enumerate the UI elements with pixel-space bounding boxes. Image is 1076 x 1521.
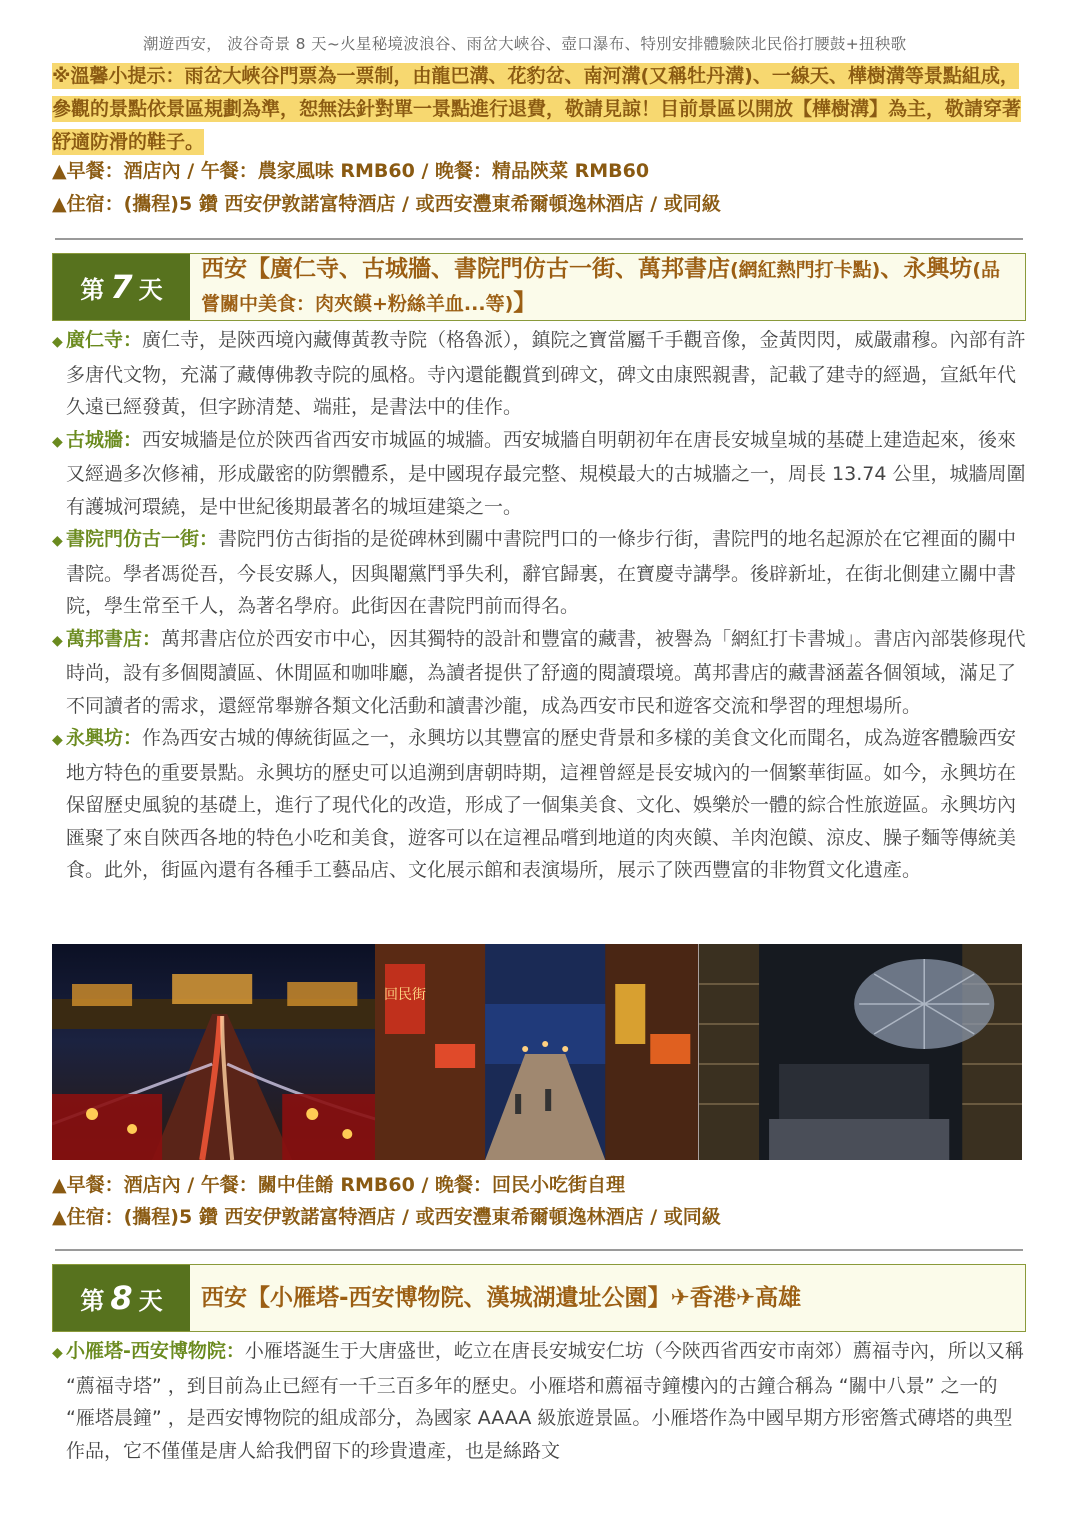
- attraction-item: ◆ 永興坊：作為西安古城的傳統街區之一，永興坊以其豐富的歷史背景和多樣的美食文化而聞名，成為遊客體驗西安地方特色的重要景點。永興坊的歷史可以追溯到唐朝時期，這裡曾經是長安城內的一個繁華街區。如今，永興坊在保留歷史風貌的基礎上，進行了現代化的改造，形成了一個集美食、文化、娛樂於一體的綜合性旅遊區。永興坊內匯聚了來自陝西各地的特色小吃和美食，遊客可以在這裡品嚐到地道的肉夾饃、羊肉泡饃、涼皮、臊子麵等傳統美食。此外，街區內還有各種手工藝品店、文化展示館和表演場所，展示了陝西豐富的非物質文化遺產。: [52, 722, 1027, 887]
- day7-title-main: 西安【廣仁寺、古城牆、書院門仿古一街、萬邦書店: [201, 256, 730, 282]
- warm-notice: [52, 60, 1032, 159]
- day-suffix: 天: [138, 275, 163, 304]
- day6-hotel: ▲住宿：(攜程)5 鑽 西安伊敦諾富特酒店 / 或西安灃東希爾頓逸林酒店 / 或同級: [52, 193, 721, 215]
- day8-badge: [53, 1265, 190, 1331]
- day6-meal: ▲早餐：酒店內 / 午餐：農家風味 RMB60 / 晚餐：精品陝菜 RMB60: [52, 160, 650, 182]
- photo-sign-text: 回民街: [384, 987, 427, 1003]
- attraction-item: ◆ 廣仁寺：廣仁寺，是陝西境內藏傳黃教寺院（格魯派），鎮院之寶當屬千手觀音像，金黃閃閃，威嚴肅穆。內部有許多唐代文物，充滿了藏傳佛教寺院的風格。寺內還能觀賞到碑文，碑文由康熙親書，記載了建寺的經過，宣紙年代久遠已經發黃，但字跡清楚、端莊，是書法中的佳作。: [52, 324, 1027, 424]
- photo-strip: [52, 944, 1022, 1160]
- photo-bookstore-interior: [699, 944, 1022, 1160]
- day8-attractions: [52, 1335, 1027, 1467]
- document-header: 潮遊西安， 波谷奇景 8 天~火星秘境波浪谷、雨岔大峽谷、壺口瀑布、特別安排體驗陝北民俗打腰鼓+扭秧歌: [143, 35, 907, 53]
- diamond-bullet-icon: ◆: [52, 732, 63, 748]
- diamond-bullet-icon: ◆: [52, 1345, 63, 1361]
- day7-title-main2: 、永興坊: [880, 256, 973, 282]
- attraction-item: ◆ 書院門仿古一街：書院門仿古街指的是從碑林到關中書院門口的一條步行街，書院門的地名起源於在它裡面的關中書院。學者馮從吾，今長安縣人，因與閹黨鬥爭失利，辭官歸裏，在寶慶寺講學。後辟新址，在街北側建立關中書院，學生常至千人，為著名學府。此街因在書院門前而得名。: [52, 523, 1027, 623]
- diamond-bullet-icon: ◆: [52, 433, 63, 450]
- day7-title-note2: (品嘗關中美食：肉夾饃+粉絲羊血...等): [201, 259, 1001, 315]
- day-number: 8: [110, 1279, 133, 1317]
- day8-title: 西安【小雁塔-西安博物院、漢城湖遺址公園】✈香港✈高雄: [201, 1284, 802, 1311]
- day7-title-end: 】: [513, 290, 537, 316]
- day-prefix: 第: [80, 1286, 105, 1315]
- attraction-item: ◆ 萬邦書店：萬邦書店位於西安市中心，因其獨特的設計和豐富的藏書，被譽為「網紅打卡書城」。書店內部裝修現代時尚，設有多個閱讀區、休閒區和咖啡廳，為讀者提供了舒適的閱讀環境。萬邦書店的藏書涵蓋各個領域，滿足了不同讀者的需求，還經常舉辦各類文化活動和讀書沙龍，成為西安市民和遊客交流和學習的理想場所。: [52, 623, 1027, 723]
- day7-meal: ▲早餐：酒店內 / 午餐：關中佳餚 RMB60 / 晚餐：回民小吃街自理: [52, 1174, 626, 1196]
- day-prefix: 第: [80, 275, 105, 304]
- day7-title: [201, 254, 1017, 320]
- notice-text: ※溫馨小提示：雨岔大峽谷門票為一票制，由龍巴溝、花豹岔、南河溝(又稱牡丹溝)、一線天、樺樹溝等景點組成，參觀的景點依景區規劃為準，恕無法針對單一景點進行退費，敬請見諒！目前景區以開放【樺樹溝】為主，敬請穿著舒適防滑的鞋子。: [52, 65, 1022, 153]
- diamond-bullet-icon: ◆: [52, 632, 63, 649]
- day7-badge: [53, 254, 190, 320]
- attraction-item: ◆ 小雁塔-西安博物院：小雁塔誕生于大唐盛世，屹立在唐長安城安仁坊（今陝西省西安市南郊）薦福寺內，所以又稱 “薦福寺塔” ，到目前為止已經有一千三百多年的歷史。小雁塔和薦福寺鐘樓內的古鐘合稱為 “關中八景” 之一的 “雁塔晨鐘” ，是西安博物院的組成部分，為國家 AAAA 級旅遊景區。小雁塔作為中國早期方形密簷式磚塔的典型作品，它不僅僅是唐人給我們留下的珍貴遺產，也是絲路文: [52, 1335, 1027, 1467]
- day-number: 7: [110, 268, 133, 306]
- day7-title-note: (網紅熱門打卡點): [730, 259, 881, 281]
- day7-attractions: [52, 324, 1027, 887]
- divider: [55, 238, 1023, 240]
- day7-header: [52, 253, 1026, 321]
- divider: [55, 1249, 1023, 1251]
- day8-header: [52, 1264, 1026, 1332]
- day7-hotel: ▲住宿：(攜程)5 鑽 西安伊敦諾富特酒店 / 或西安灃東希爾頓逸林酒店 / 或同級: [52, 1206, 721, 1228]
- attraction-item: ◆ 古城牆：西安城牆是位於陝西省西安市城區的城牆。西安城牆自明朝初年在唐長安城皇城的基礎上建造起來，後來又經過多次修補，形成嚴密的防禦體系，是中國現存最完整、規模最大的古城牆之一，周長 13.74 公里，城牆周圍有護城河環繞，是中世紀後期最著名的城垣建築之一。: [52, 424, 1027, 524]
- diamond-bullet-icon: ◆: [52, 533, 63, 549]
- photo-food-street: [375, 944, 698, 1160]
- photo-city-wall-night: [52, 944, 375, 1160]
- diamond-bullet-icon: ◆: [52, 334, 63, 350]
- day-suffix: 天: [138, 1286, 163, 1315]
